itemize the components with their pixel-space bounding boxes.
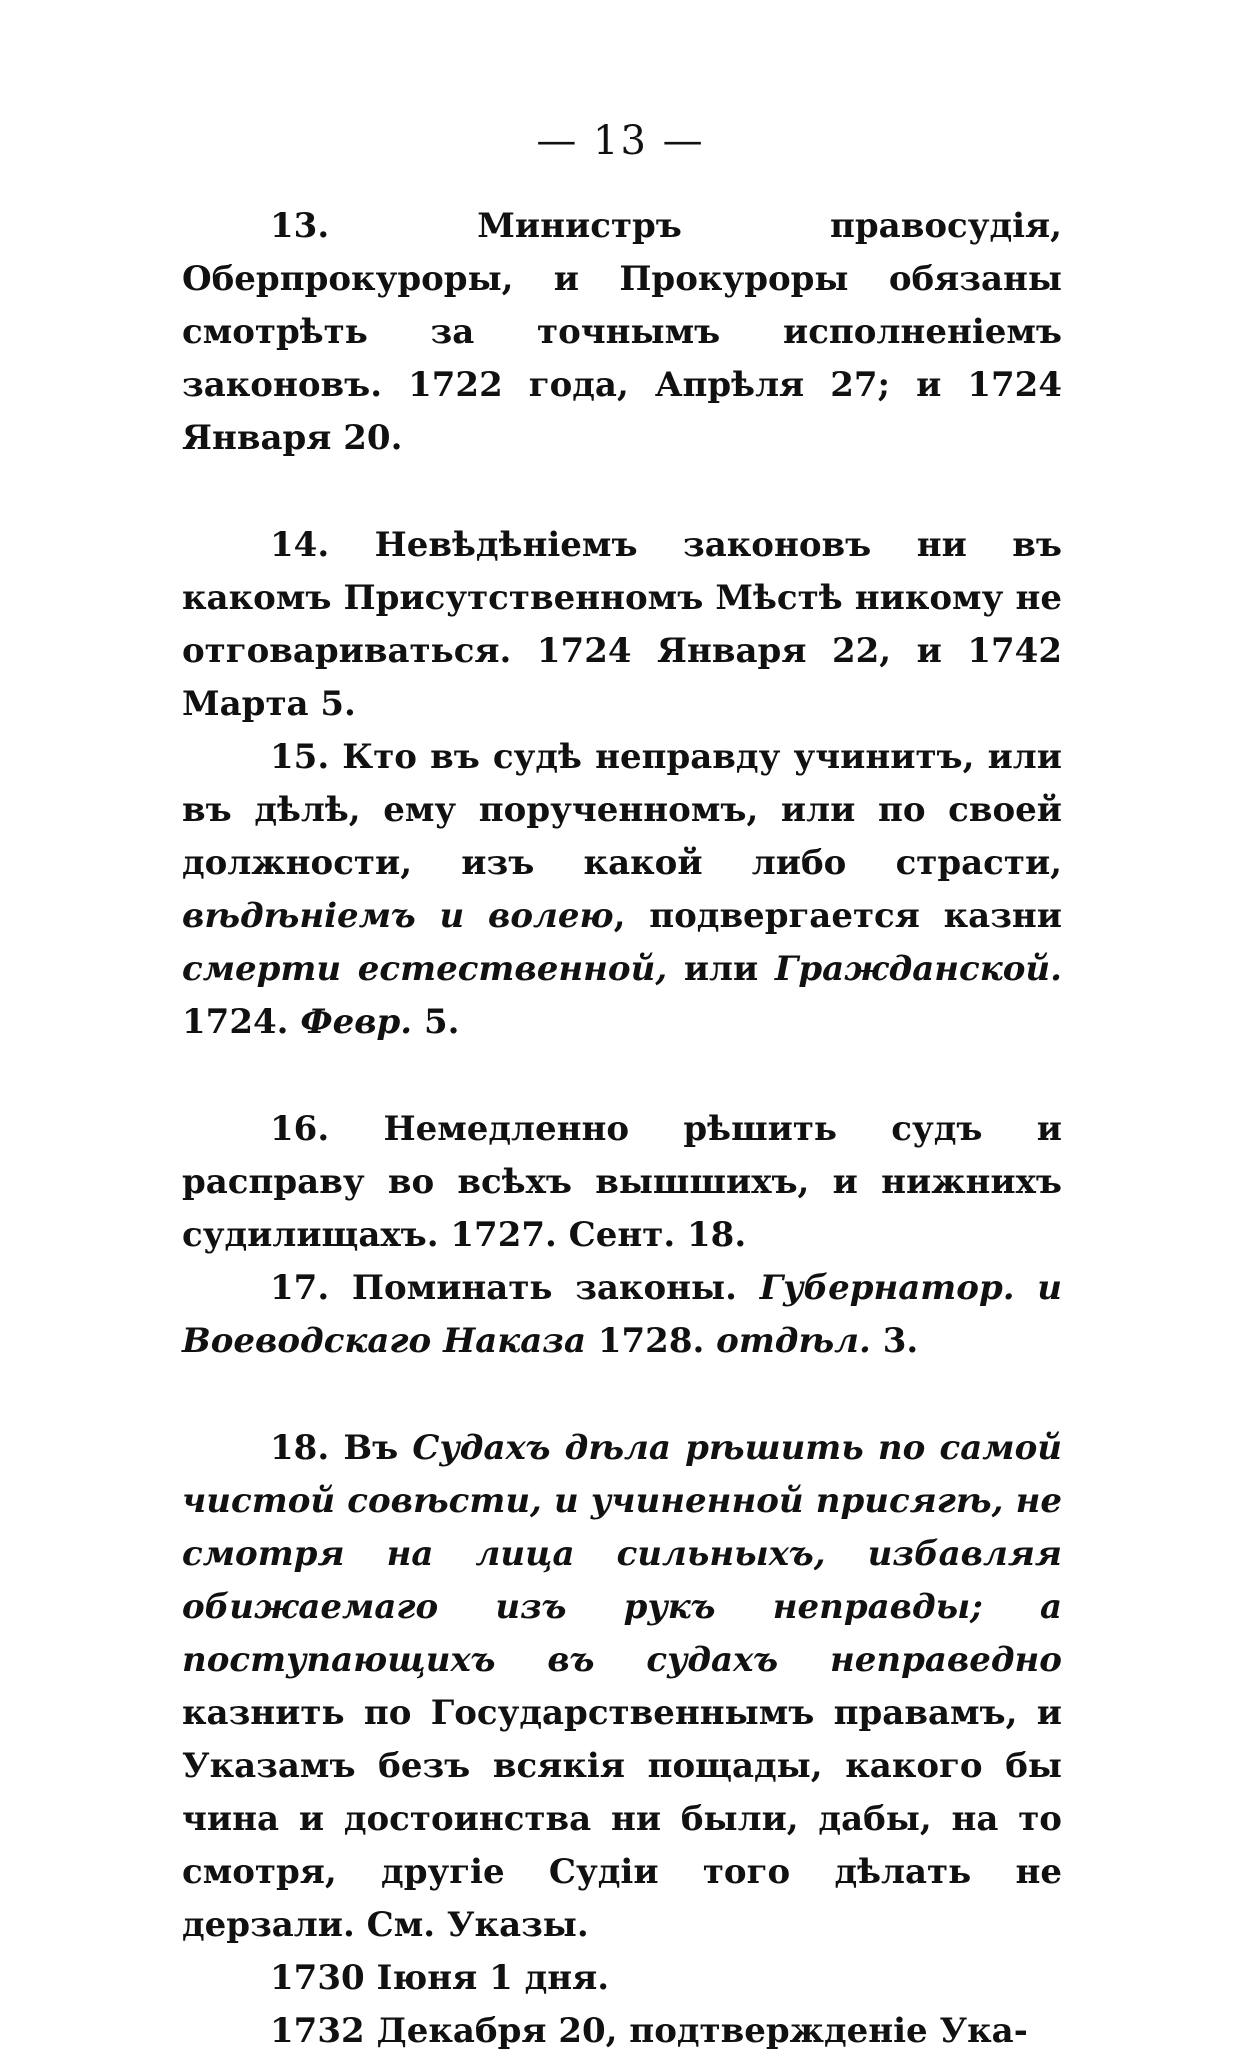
line-1732: 1732 Декабря 20, подтвержденіе Ука- <box>270 2011 1028 2051</box>
article-17-text-a: 17. Поминать законы. <box>270 1268 737 1308</box>
article-18 <box>182 1422 1062 1952</box>
page-number: — 13 — <box>536 118 705 164</box>
article-15-text-k: 5. <box>423 1002 460 1042</box>
article-17-text-d: отдѣл. <box>716 1321 871 1361</box>
article-18-text-b: Судахъ дѣла рѣшить по самой чистой совѣсти, и учиненной присягѣ, не смотря на лица сильныхъ, избавляя обижаемаго изъ рукъ неправды; а поступающихъ въ судахъ неправедно <box>182 1428 1062 1680</box>
article-15-text-f: смерти естественной, <box>182 949 668 989</box>
article-15-text-h: Гражданской. <box>774 949 1062 989</box>
article-14: 14. Невѣдѣніемъ законовъ ни въ какомъ Присутственномъ Мѣстѣ никому не отговариваться. 1724 Января 22, и 1742 Марта 5. <box>182 525 1062 724</box>
article-17-text-c: 1728. <box>597 1321 705 1361</box>
article-15-text-b: вѣдѣніемъ <box>182 896 416 936</box>
article-18-text-a: 18. Въ <box>270 1428 399 1468</box>
article-15-text-a: 15. Кто въ судѣ неправду учинитъ, или въ дѣлѣ, ему порученномъ, или по своей должности, изъ какой либо страсти, <box>182 737 1062 883</box>
body-text <box>182 200 1062 2058</box>
article-15-text-j: Февр. <box>300 1002 413 1042</box>
article-17-text-e: 3. <box>882 1321 919 1361</box>
article-13: 13. Министръ правосудія, Оберпрокуроры, и Прокуроры обязаны смотрѣть за точнымъ исполненіемъ законовъ. 1722 года, Апрѣля 27; и 1724 Января 20. <box>182 206 1062 458</box>
article-18-text-c: казнить по Государственнымъ правамъ, и Указамъ безъ всякія пощады, какого бы чина и достоинства ни были, дабы, на то смотря, другіе Судіи того дѣлать не дерзали. См. Указы. <box>182 1693 1062 1945</box>
article-15-text-g: или <box>683 949 759 989</box>
article-15 <box>182 731 1062 1049</box>
article-16: 16. Немедленно рѣшить судъ и расправу во всѣхъ вышшихъ, и нижнихъ судилищахъ. 1727. Сент. 18. <box>182 1109 1062 1255</box>
line-1730: 1730 Іюня 1 дня. <box>270 1958 610 1998</box>
article-15-text-d: волею <box>488 896 614 936</box>
article-15-text-c: и <box>439 896 465 936</box>
article-15-text-i: 1724. <box>182 1002 289 1042</box>
article-17-text-b: Губернатор. и Воеводскаго Наказа <box>182 1268 1062 1361</box>
article-15-text-e: , подвергается казни <box>613 896 1063 936</box>
article-17 <box>182 1262 1062 1368</box>
